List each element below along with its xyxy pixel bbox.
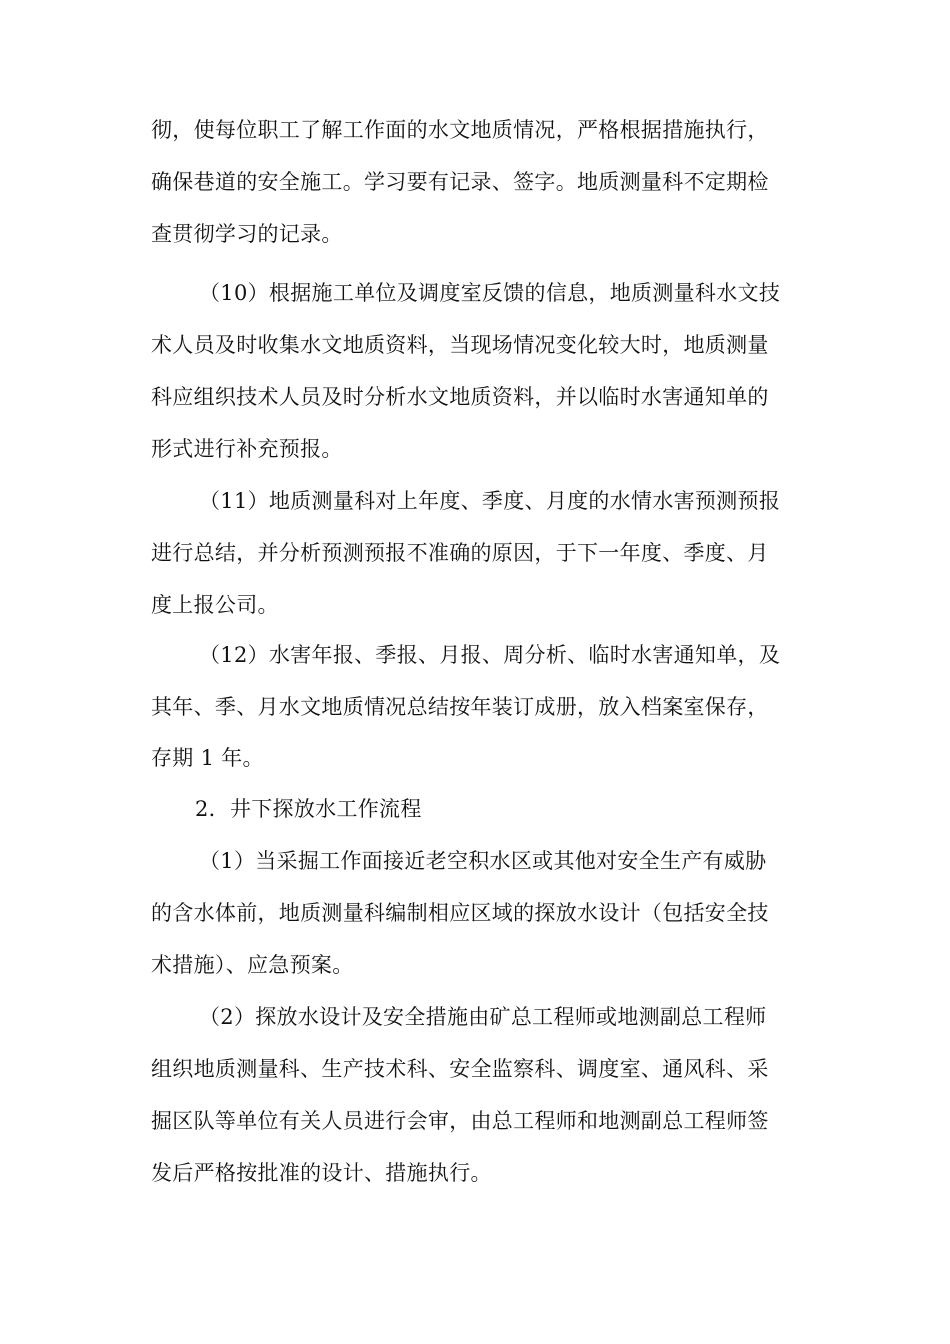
text-line: 术人员及时收集水文地质资料，当现场情况变化较大时，地质测量 [151,333,769,357]
text-line: 查贯彻学习的记录。 [151,222,343,246]
text-line: 度上报公司。 [151,593,279,617]
paragraph-first-line: （2）探放水设计及安全措施由矿总工程师或地测副总工程师 [199,1005,767,1029]
text-line: 发后严格按批准的设计、措施执行。 [151,1161,492,1185]
paragraph-first-line: （10）根据施工单位及调度室反馈的信息，地质测量科水文技 [199,281,781,305]
text-line: 存期 1 年。 [151,746,264,770]
section-heading: 2．井下探放水工作流程 [195,797,422,821]
text-line: 形式进行补充预报。 [151,437,343,461]
text-line: 进行总结，并分析预测预报不准确的原因，于下一年度、季度、月 [151,541,769,565]
text-line: 确保巷道的安全施工。学习要有记录、签字。地质测量科不定期检 [151,170,769,194]
text-line: 其年、季、月水文地质情况总结按年装订成册，放入档案室保存， [151,695,769,719]
text-line: 科应组织技术人员及时分析水文地质资料，并以临时水害通知单的 [151,385,769,409]
text-line: 的含水体前，地质测量科编制相应区域的探放水设计（包括安全技 [151,901,769,925]
text-line: 组织地质测量科、生产技术科、安全监察科、调度室、通风科、采 [151,1057,769,1081]
paragraph-first-line: （11）地质测量科对上年度、季度、月度的水情水害预测预报 [199,489,781,513]
paragraph-first-line: （12）水害年报、季报、月报、周分析、临时水害通知单，及 [199,643,781,667]
text-line: 彻，使每位职工了解工作面的水文地质情况，严格根据措施执行， [151,118,769,142]
text-line: 掘区队等单位有关人员进行会审，由总工程师和地测副总工程师签 [151,1109,769,1133]
paragraph-first-line: （1）当采掘工作面接近老空积水区或其他对安全生产有威胁 [199,849,767,873]
text-line: 术措施）、应急预案。 [151,953,354,977]
